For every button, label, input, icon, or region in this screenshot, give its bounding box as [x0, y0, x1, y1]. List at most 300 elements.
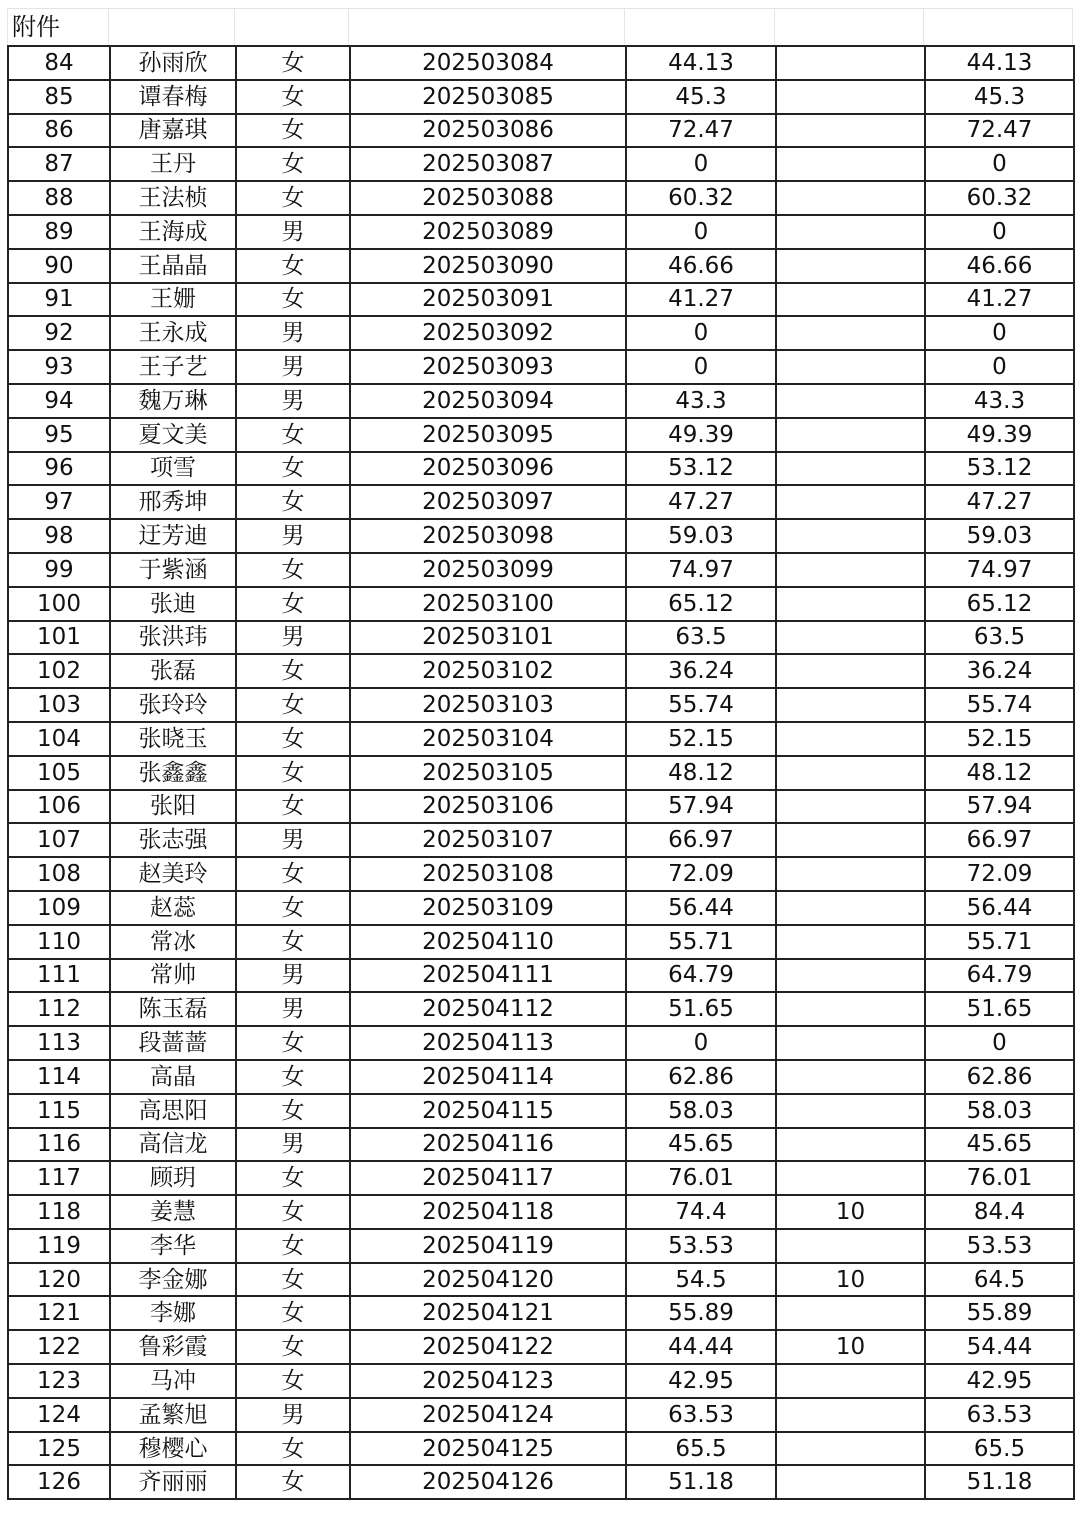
sheet-title: 附件	[7, 9, 109, 45]
table-row	[8, 1330, 1074, 1364]
total-score-cell: 53.53	[925, 1229, 1074, 1263]
name-cell: 王子艺	[110, 350, 236, 384]
exam-id-cell: 202503105	[350, 756, 626, 790]
gender-cell: 女	[236, 485, 350, 519]
gender-cell: 女	[236, 1195, 350, 1229]
table-row	[8, 1432, 1074, 1466]
bonus-points-cell	[776, 790, 925, 824]
name-cell: 孟繁旭	[110, 1398, 236, 1432]
table-body	[8, 46, 1074, 1499]
table-row	[8, 992, 1074, 1026]
table-row	[8, 1026, 1074, 1060]
gender-cell: 女	[236, 452, 350, 486]
total-score-cell: 48.12	[925, 756, 1074, 790]
total-score-cell: 47.27	[925, 485, 1074, 519]
bonus-points-cell	[776, 1364, 925, 1398]
written-score-cell: 59.03	[626, 519, 776, 553]
table-row	[8, 654, 1074, 688]
exam-id-cell: 202503098	[350, 519, 626, 553]
name-cell: 孙雨欣	[110, 46, 236, 80]
gender-cell: 女	[236, 114, 350, 148]
bonus-points-cell	[776, 350, 925, 384]
exam-id-cell: 202503090	[350, 249, 626, 283]
bonus-points-cell	[776, 80, 925, 114]
gender-cell: 男	[236, 384, 350, 418]
bonus-points-cell	[776, 181, 925, 215]
row-number-cell: 87	[8, 147, 110, 181]
name-cell: 王法桢	[110, 181, 236, 215]
exam-id-cell: 202503106	[350, 790, 626, 824]
written-score-cell: 63.53	[626, 1398, 776, 1432]
gender-cell: 女	[236, 654, 350, 688]
bonus-points-cell	[776, 621, 925, 655]
table-row	[8, 587, 1074, 621]
total-score-cell: 72.47	[925, 114, 1074, 148]
name-cell: 顾玥	[110, 1161, 236, 1195]
gender-cell: 女	[236, 1026, 350, 1060]
exam-id-cell: 202503092	[350, 316, 626, 350]
total-score-cell: 36.24	[925, 654, 1074, 688]
name-cell: 于紫涵	[110, 553, 236, 587]
total-score-cell: 46.66	[925, 249, 1074, 283]
total-score-cell: 55.89	[925, 1296, 1074, 1330]
written-score-cell: 41.27	[626, 283, 776, 317]
total-score-cell: 52.15	[925, 722, 1074, 756]
name-cell: 魏万琳	[110, 384, 236, 418]
table-row	[8, 283, 1074, 317]
written-score-cell: 45.3	[626, 80, 776, 114]
gender-cell: 男	[236, 1398, 350, 1432]
exam-id-cell: 202504117	[350, 1161, 626, 1195]
written-score-cell: 65.12	[626, 587, 776, 621]
row-number-cell: 122	[8, 1330, 110, 1364]
gender-cell: 女	[236, 181, 350, 215]
exam-id-cell: 202503101	[350, 621, 626, 655]
exam-id-cell: 202503091	[350, 283, 626, 317]
gender-cell: 男	[236, 350, 350, 384]
bonus-points-cell	[776, 418, 925, 452]
row-number-cell: 121	[8, 1296, 110, 1330]
exam-id-cell: 202504110	[350, 925, 626, 959]
row-number-cell: 108	[8, 857, 110, 891]
total-score-cell: 60.32	[925, 181, 1074, 215]
written-score-cell: 53.53	[626, 1229, 776, 1263]
bonus-points-cell	[776, 925, 925, 959]
bonus-points-cell	[776, 688, 925, 722]
total-score-cell: 59.03	[925, 519, 1074, 553]
row-number-cell: 126	[8, 1465, 110, 1499]
total-score-cell: 0	[925, 215, 1074, 249]
written-score-cell: 46.66	[626, 249, 776, 283]
gender-cell: 女	[236, 1364, 350, 1398]
name-cell: 王永成	[110, 316, 236, 350]
row-number-cell: 84	[8, 46, 110, 80]
name-cell: 姜慧	[110, 1195, 236, 1229]
written-score-cell: 72.09	[626, 857, 776, 891]
table-row	[8, 46, 1074, 80]
name-cell: 常帅	[110, 959, 236, 993]
row-number-cell: 94	[8, 384, 110, 418]
gender-cell: 男	[236, 1128, 350, 1162]
table-row	[8, 553, 1074, 587]
gender-cell: 女	[236, 1161, 350, 1195]
bonus-points-cell	[776, 519, 925, 553]
name-cell: 赵蕊	[110, 891, 236, 925]
table-row	[8, 621, 1074, 655]
total-score-cell: 44.13	[925, 46, 1074, 80]
name-cell: 张洪玮	[110, 621, 236, 655]
name-cell: 张玲玲	[110, 688, 236, 722]
exam-id-cell: 202504122	[350, 1330, 626, 1364]
table-row	[8, 418, 1074, 452]
bonus-points-cell	[776, 452, 925, 486]
total-score-cell: 76.01	[925, 1161, 1074, 1195]
exam-id-cell: 202503096	[350, 452, 626, 486]
gender-cell: 女	[236, 1432, 350, 1466]
total-score-cell: 57.94	[925, 790, 1074, 824]
name-cell: 王姗	[110, 283, 236, 317]
name-cell: 马冲	[110, 1364, 236, 1398]
name-cell: 赵美玲	[110, 857, 236, 891]
table-row	[8, 1229, 1074, 1263]
row-number-cell: 106	[8, 790, 110, 824]
gender-cell: 女	[236, 80, 350, 114]
row-number-cell: 110	[8, 925, 110, 959]
written-score-cell: 74.97	[626, 553, 776, 587]
bonus-points-cell	[776, 1128, 925, 1162]
table-row	[8, 1263, 1074, 1297]
written-score-cell: 0	[626, 147, 776, 181]
row-number-cell: 104	[8, 722, 110, 756]
gender-cell: 男	[236, 621, 350, 655]
written-score-cell: 44.44	[626, 1330, 776, 1364]
written-score-cell: 66.97	[626, 823, 776, 857]
table-row	[8, 688, 1074, 722]
exam-id-cell: 202503100	[350, 587, 626, 621]
exam-id-cell: 202503099	[350, 553, 626, 587]
exam-id-cell: 202504112	[350, 992, 626, 1026]
name-cell: 张阳	[110, 790, 236, 824]
total-score-cell: 45.65	[925, 1128, 1074, 1162]
total-score-cell: 64.5	[925, 1263, 1074, 1297]
gender-cell: 女	[236, 283, 350, 317]
total-score-cell: 64.79	[925, 959, 1074, 993]
table-row	[8, 485, 1074, 519]
written-score-cell: 51.18	[626, 1465, 776, 1499]
gender-cell: 男	[236, 215, 350, 249]
table-row	[8, 1296, 1074, 1330]
bonus-points-cell	[776, 147, 925, 181]
exam-id-cell: 202503089	[350, 215, 626, 249]
table-row	[8, 452, 1074, 486]
total-score-cell: 63.5	[925, 621, 1074, 655]
empty-header-cell	[625, 9, 775, 45]
written-score-cell: 0	[626, 1026, 776, 1060]
row-number-cell: 124	[8, 1398, 110, 1432]
bonus-points-cell	[776, 283, 925, 317]
gender-cell: 女	[236, 722, 350, 756]
exam-id-cell: 202504126	[350, 1465, 626, 1499]
table-row	[8, 1195, 1074, 1229]
written-score-cell: 51.65	[626, 992, 776, 1026]
name-cell: 高晶	[110, 1060, 236, 1094]
bonus-points-cell	[776, 992, 925, 1026]
row-number-cell: 88	[8, 181, 110, 215]
exam-id-cell: 202503093	[350, 350, 626, 384]
written-score-cell: 55.89	[626, 1296, 776, 1330]
written-score-cell: 45.65	[626, 1128, 776, 1162]
bonus-points-cell	[776, 1432, 925, 1466]
total-score-cell: 0	[925, 147, 1074, 181]
bonus-points-cell	[776, 1161, 925, 1195]
name-cell: 王海成	[110, 215, 236, 249]
bonus-points-cell	[776, 857, 925, 891]
exam-id-cell: 202503088	[350, 181, 626, 215]
name-cell: 李金娜	[110, 1263, 236, 1297]
table-row	[8, 925, 1074, 959]
bonus-points-cell	[776, 722, 925, 756]
exam-id-cell: 202504111	[350, 959, 626, 993]
written-score-cell: 54.5	[626, 1263, 776, 1297]
row-number-cell: 99	[8, 553, 110, 587]
table-row	[8, 384, 1074, 418]
name-cell: 齐丽丽	[110, 1465, 236, 1499]
name-cell: 高信龙	[110, 1128, 236, 1162]
title-row	[7, 8, 1073, 45]
written-score-cell: 48.12	[626, 756, 776, 790]
total-score-cell: 72.09	[925, 857, 1074, 891]
exam-id-cell: 202504124	[350, 1398, 626, 1432]
table-row	[8, 181, 1074, 215]
exam-id-cell: 202504120	[350, 1263, 626, 1297]
exam-id-cell: 202503102	[350, 654, 626, 688]
row-number-cell: 120	[8, 1263, 110, 1297]
bonus-points-cell	[776, 587, 925, 621]
written-score-cell: 76.01	[626, 1161, 776, 1195]
row-number-cell: 102	[8, 654, 110, 688]
exam-id-cell: 202503084	[350, 46, 626, 80]
gender-cell: 女	[236, 553, 350, 587]
row-number-cell: 116	[8, 1128, 110, 1162]
bonus-points-cell	[776, 215, 925, 249]
gender-cell: 男	[236, 519, 350, 553]
exam-id-cell: 202503107	[350, 823, 626, 857]
table-row	[8, 1465, 1074, 1499]
total-score-cell: 51.18	[925, 1465, 1074, 1499]
name-cell: 张鑫鑫	[110, 756, 236, 790]
written-score-cell: 56.44	[626, 891, 776, 925]
bonus-points-cell	[776, 959, 925, 993]
gender-cell: 女	[236, 1229, 350, 1263]
name-cell: 穆樱心	[110, 1432, 236, 1466]
gender-cell: 女	[236, 925, 350, 959]
written-score-cell: 72.47	[626, 114, 776, 148]
total-score-cell: 41.27	[925, 283, 1074, 317]
empty-header-cell	[235, 9, 349, 45]
total-score-cell: 0	[925, 316, 1074, 350]
exam-id-cell: 202503109	[350, 891, 626, 925]
row-number-cell: 97	[8, 485, 110, 519]
row-number-cell: 109	[8, 891, 110, 925]
bonus-points-cell	[776, 891, 925, 925]
bonus-points-cell	[776, 384, 925, 418]
total-score-cell: 56.44	[925, 891, 1074, 925]
row-number-cell: 95	[8, 418, 110, 452]
total-score-cell: 45.3	[925, 80, 1074, 114]
name-cell: 邢秀坤	[110, 485, 236, 519]
table-row	[8, 756, 1074, 790]
table-row	[8, 215, 1074, 249]
gender-cell: 女	[236, 1094, 350, 1128]
bonus-points-cell	[776, 485, 925, 519]
bonus-points-cell	[776, 1296, 925, 1330]
exam-id-cell: 202503087	[350, 147, 626, 181]
gender-cell: 女	[236, 688, 350, 722]
row-number-cell: 119	[8, 1229, 110, 1263]
written-score-cell: 55.71	[626, 925, 776, 959]
name-cell: 鲁彩霞	[110, 1330, 236, 1364]
name-cell: 王晶晶	[110, 249, 236, 283]
exam-id-cell: 202503108	[350, 857, 626, 891]
row-number-cell: 123	[8, 1364, 110, 1398]
gender-cell: 女	[236, 147, 350, 181]
written-score-cell: 0	[626, 350, 776, 384]
row-number-cell: 112	[8, 992, 110, 1026]
score-table	[7, 45, 1075, 1500]
bonus-points-cell	[776, 823, 925, 857]
name-cell: 张磊	[110, 654, 236, 688]
gender-cell: 男	[236, 316, 350, 350]
bonus-points-cell: 10	[776, 1263, 925, 1297]
table-row	[8, 350, 1074, 384]
row-number-cell: 115	[8, 1094, 110, 1128]
gender-cell: 女	[236, 1296, 350, 1330]
bonus-points-cell	[776, 1026, 925, 1060]
row-number-cell: 92	[8, 316, 110, 350]
exam-id-cell: 202504118	[350, 1195, 626, 1229]
exam-id-cell: 202503097	[350, 485, 626, 519]
name-cell: 张迪	[110, 587, 236, 621]
bonus-points-cell	[776, 249, 925, 283]
bonus-points-cell	[776, 1060, 925, 1094]
gender-cell: 女	[236, 46, 350, 80]
row-number-cell: 85	[8, 80, 110, 114]
bonus-points-cell	[776, 553, 925, 587]
gender-cell: 女	[236, 857, 350, 891]
table-row	[8, 114, 1074, 148]
name-cell: 夏文美	[110, 418, 236, 452]
bonus-points-cell: 10	[776, 1330, 925, 1364]
row-number-cell: 86	[8, 114, 110, 148]
total-score-cell: 55.71	[925, 925, 1074, 959]
gender-cell: 女	[236, 587, 350, 621]
total-score-cell: 66.97	[925, 823, 1074, 857]
total-score-cell: 0	[925, 1026, 1074, 1060]
gender-cell: 女	[236, 418, 350, 452]
table-row	[8, 1128, 1074, 1162]
written-score-cell: 74.4	[626, 1195, 776, 1229]
row-number-cell: 93	[8, 350, 110, 384]
row-number-cell: 100	[8, 587, 110, 621]
written-score-cell: 58.03	[626, 1094, 776, 1128]
row-number-cell: 125	[8, 1432, 110, 1466]
bonus-points-cell	[776, 1398, 925, 1432]
bonus-points-cell	[776, 1229, 925, 1263]
table-row	[8, 519, 1074, 553]
name-cell: 谭春梅	[110, 80, 236, 114]
row-number-cell: 113	[8, 1026, 110, 1060]
gender-cell: 女	[236, 1263, 350, 1297]
name-cell: 张晓玉	[110, 722, 236, 756]
exam-id-cell: 202504123	[350, 1364, 626, 1398]
name-cell: 唐嘉琪	[110, 114, 236, 148]
table-row	[8, 1060, 1074, 1094]
row-number-cell: 101	[8, 621, 110, 655]
total-score-cell: 74.97	[925, 553, 1074, 587]
name-cell: 李华	[110, 1229, 236, 1263]
exam-id-cell: 202504125	[350, 1432, 626, 1466]
name-cell: 项雪	[110, 452, 236, 486]
gender-cell: 女	[236, 1465, 350, 1499]
written-score-cell: 62.86	[626, 1060, 776, 1094]
written-score-cell: 49.39	[626, 418, 776, 452]
name-cell: 陈玉磊	[110, 992, 236, 1026]
table-row	[8, 959, 1074, 993]
gender-cell: 男	[236, 823, 350, 857]
row-number-cell: 96	[8, 452, 110, 486]
total-score-cell: 63.53	[925, 1398, 1074, 1432]
written-score-cell: 44.13	[626, 46, 776, 80]
row-number-cell: 114	[8, 1060, 110, 1094]
table-row	[8, 722, 1074, 756]
written-score-cell: 52.15	[626, 722, 776, 756]
total-score-cell: 0	[925, 350, 1074, 384]
gender-cell: 女	[236, 891, 350, 925]
total-score-cell: 49.39	[925, 418, 1074, 452]
row-number-cell: 111	[8, 959, 110, 993]
bonus-points-cell	[776, 1465, 925, 1499]
table-row	[8, 147, 1074, 181]
total-score-cell: 84.4	[925, 1195, 1074, 1229]
spreadsheet	[7, 8, 1073, 1500]
exam-id-cell: 202503094	[350, 384, 626, 418]
total-score-cell: 58.03	[925, 1094, 1074, 1128]
bonus-points-cell	[776, 1094, 925, 1128]
name-cell: 李娜	[110, 1296, 236, 1330]
name-cell: 王丹	[110, 147, 236, 181]
total-score-cell: 65.5	[925, 1432, 1074, 1466]
total-score-cell: 65.12	[925, 587, 1074, 621]
gender-cell: 女	[236, 1330, 350, 1364]
total-score-cell: 43.3	[925, 384, 1074, 418]
gender-cell: 女	[236, 1060, 350, 1094]
written-score-cell: 47.27	[626, 485, 776, 519]
written-score-cell: 53.12	[626, 452, 776, 486]
written-score-cell: 63.5	[626, 621, 776, 655]
written-score-cell: 64.79	[626, 959, 776, 993]
written-score-cell: 43.3	[626, 384, 776, 418]
bonus-points-cell	[776, 46, 925, 80]
row-number-cell: 103	[8, 688, 110, 722]
table-row	[8, 790, 1074, 824]
total-score-cell: 62.86	[925, 1060, 1074, 1094]
row-number-cell: 107	[8, 823, 110, 857]
row-number-cell: 89	[8, 215, 110, 249]
written-score-cell: 36.24	[626, 654, 776, 688]
table-row	[8, 857, 1074, 891]
row-number-cell: 105	[8, 756, 110, 790]
exam-id-cell: 202503086	[350, 114, 626, 148]
